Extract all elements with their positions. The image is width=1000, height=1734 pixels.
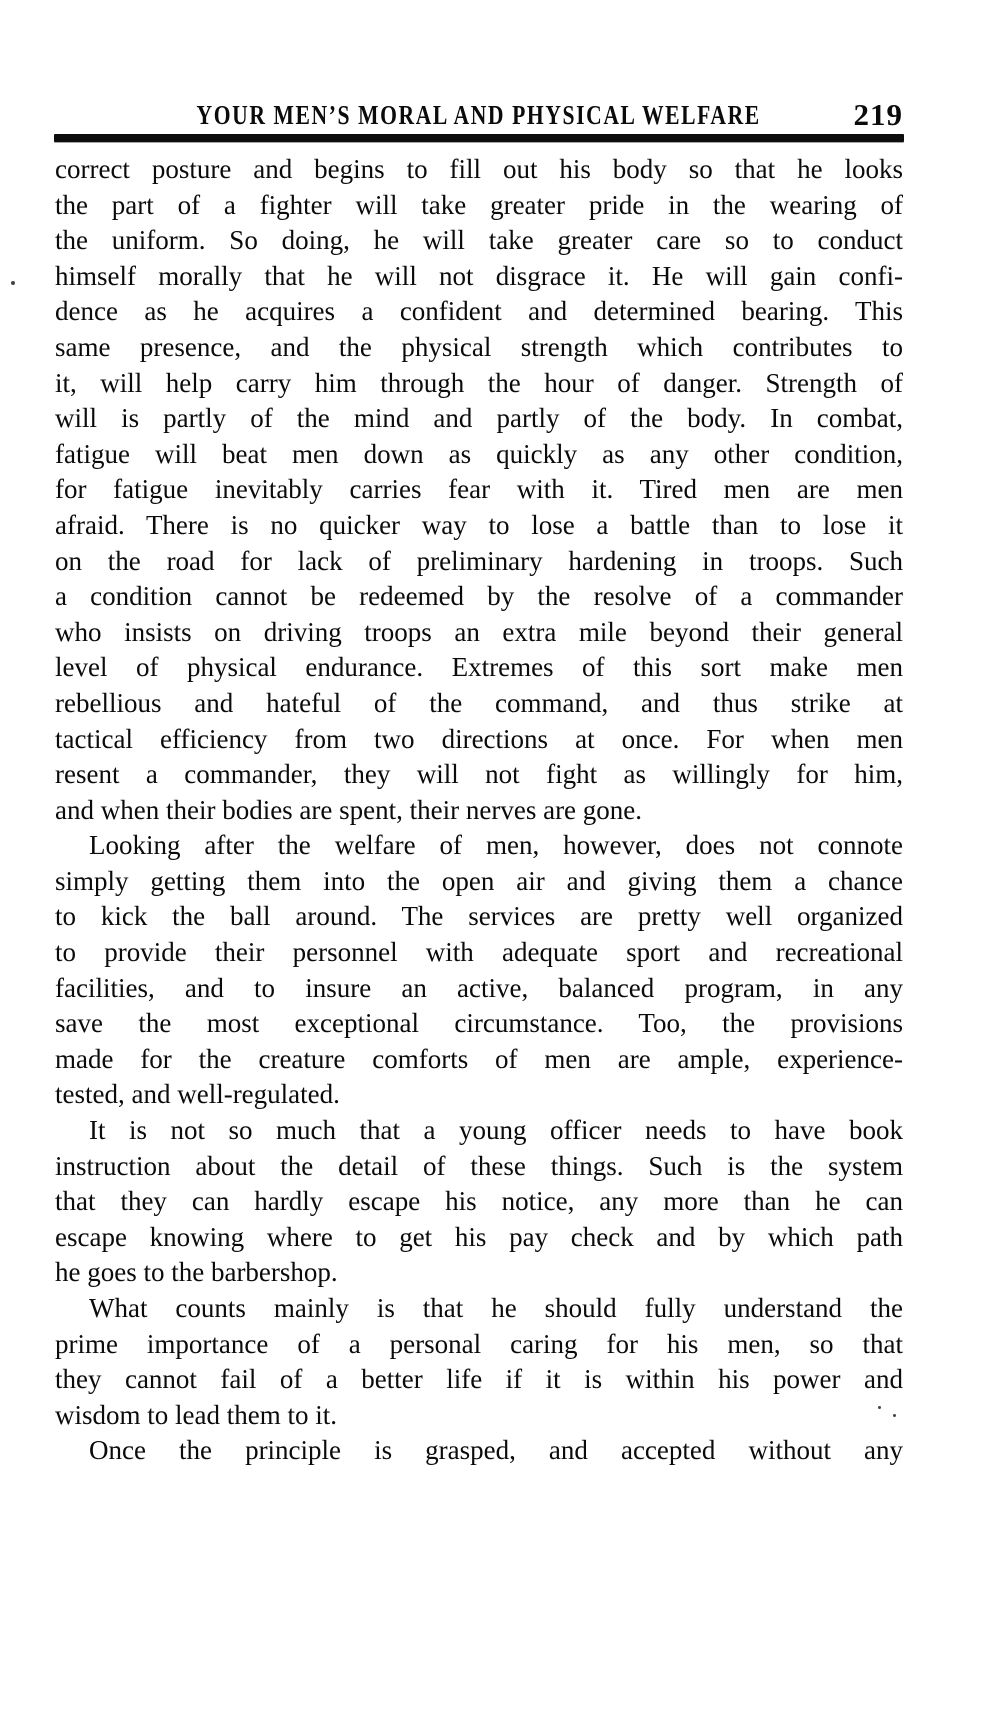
paragraph (55, 828, 903, 1113)
text-line: tested, and well-regulated. (55, 1079, 340, 1110)
text-line: for fatigue inevitably carries fear with it. Tired men are men (55, 474, 903, 505)
text-line: made for the creature comforts of men are ample, experience- (55, 1043, 903, 1074)
paragraph (55, 1291, 903, 1433)
text-line: to kick the ball around. The services are pretty well organized (55, 901, 903, 932)
text-line: It is not so much that a young officer needs to have book (89, 1115, 903, 1146)
text-line: on the road for lack of preliminary hardening in troops. Such (55, 545, 903, 576)
scan-speck (11, 281, 15, 285)
text-line: same presence, and the physical strength which contributes to (55, 331, 903, 362)
paragraph (55, 152, 903, 828)
text-line: and when their bodies are spent, their nerves are gone. (55, 794, 643, 825)
text-line: to provide their personnel with adequate sport and recreational (55, 937, 903, 968)
text-line: rebellious and hateful of the command, and thus strike at (55, 687, 903, 718)
text-line: dence as he acquires a confident and determined bearing. This (55, 296, 903, 327)
text-line: wisdom to lead them to it. (55, 1399, 337, 1430)
running-header-title: YOUR MEN’S MORAL AND PHYSICAL WELFARE (196, 100, 762, 130)
text-line: they cannot fail of a better life if it is within his power and (55, 1364, 903, 1395)
text-line: who insists on driving troops an extra mile beyond their general (55, 616, 903, 647)
text-line: himself morally that he will not disgrace it. He will gain confi- (55, 260, 903, 291)
body-text (55, 152, 903, 1469)
text-line: tactical efficiency from two directions at once. For when men (55, 723, 903, 754)
scan-speck (878, 1406, 881, 1409)
text-line: it, will help carry him through the hour of danger. Strength of (55, 367, 903, 398)
text-line: the uniform. So doing, he will take greater care so to conduct (55, 225, 903, 256)
text-line: prime importance of a personal caring for his men, so that (55, 1328, 903, 1359)
running-header (55, 100, 903, 131)
text-line: level of physical endurance. Extremes of this sort make men (55, 652, 903, 683)
text-line: will is partly of the mind and partly of the body. In combat, (55, 403, 903, 434)
text-line: simply getting them into the open air and giving them a chance (55, 865, 903, 896)
text-line: that they can hardly escape his notice, any more than he can (55, 1186, 903, 1217)
header-rule (54, 134, 904, 142)
text-line: Once the principle is grasped, and accepted without any (89, 1435, 903, 1466)
text-line: the part of a fighter will take greater pride in the wearing of (55, 189, 903, 220)
scan-speck (893, 1414, 896, 1417)
text-line: a condition cannot be redeemed by the resolve of a commander (55, 581, 903, 612)
text-line: Looking after the welfare of men, however, does not connote (89, 830, 903, 861)
text-line: fatigue will beat men down as quickly as any other condition, (55, 438, 903, 469)
paragraph (55, 1113, 903, 1291)
text-line: correct posture and begins to fill out his body so that he looks (55, 154, 903, 184)
text-line: resent a commander, they will not fight as willingly for him, (55, 759, 903, 790)
text-line: save the most exceptional circumstance. Too, the provisions (55, 1008, 903, 1039)
text-line: facilities, and to insure an active, balanced program, in any (55, 972, 903, 1003)
text-line: instruction about the detail of these things. Such is the system (55, 1150, 903, 1181)
page-number: 219 (853, 97, 903, 132)
text-line: What counts mainly is that he should fully understand the (89, 1293, 903, 1323)
paragraph (55, 1433, 903, 1469)
text-line: afraid. There is no quicker way to lose a battle than to lose it (55, 509, 903, 540)
text-line: escape knowing where to get his pay check and by which path (55, 1221, 903, 1252)
text-line: he goes to the barbershop. (55, 1257, 338, 1288)
